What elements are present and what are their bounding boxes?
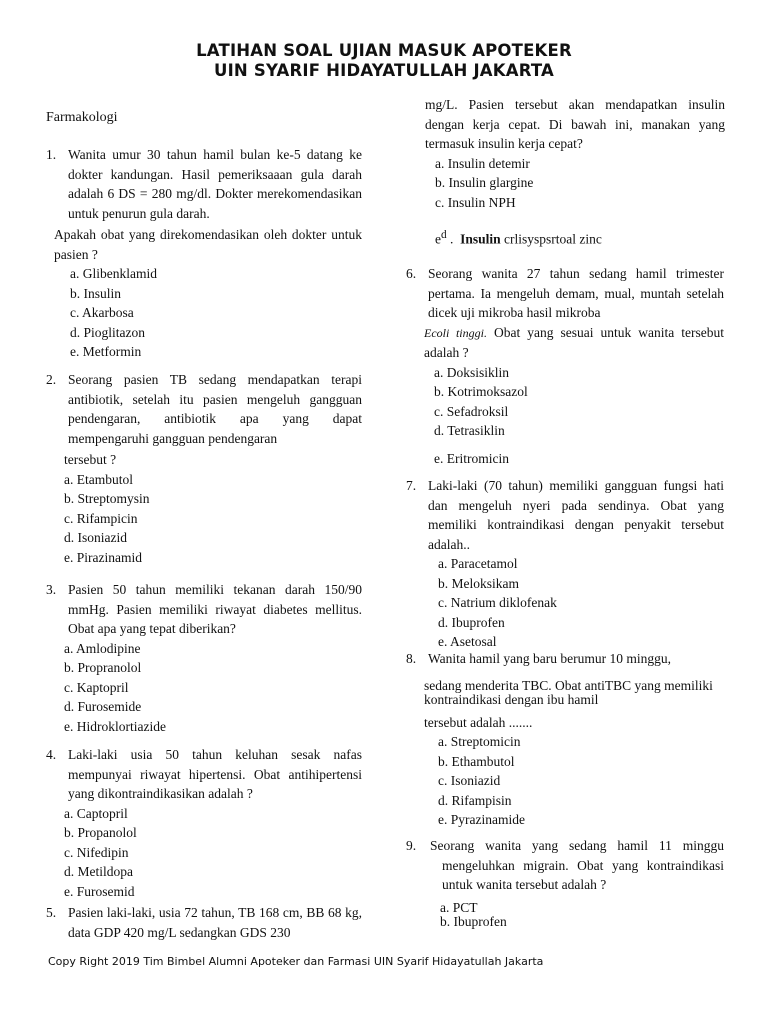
question-text-3: tersebut adalah .......	[424, 714, 533, 730]
options-list	[70, 264, 362, 362]
option[interactable]: c. Natrium diklofenak	[438, 595, 557, 610]
question-8	[406, 649, 724, 830]
question-text: Seorang wanita yang sedang hamil 11 minggu mengeluhkan migrain. Obat yang kontraindikasi untuk wanita tersebut adalah ?	[430, 838, 724, 892]
option-rest: crlisyspsrtoal zinc	[504, 231, 602, 247]
option[interactable]: b. Ibuprofen	[440, 913, 507, 929]
options-list	[64, 639, 362, 737]
question-4	[46, 745, 362, 901]
footer-copyright: Copy Right 2019 Tim Bimbel Alumni Apoteker dan Farmasi UIN Syarif Hidayatullah Jakarta	[48, 955, 544, 968]
question-5	[46, 903, 362, 942]
page-title-line2: UIN SYARIF HIDAYATULLAH JAKARTA	[213, 61, 555, 80]
question-5-continued	[425, 95, 725, 249]
option[interactable]: d. Metildopa	[64, 864, 133, 879]
question-text: Wanita hamil yang baru berumur 10 minggu,	[428, 651, 671, 666]
option[interactable]: a. Doksisiklin	[434, 364, 510, 380]
option[interactable]: b. Propanolol	[64, 825, 137, 840]
option[interactable]: d. Rifampisin	[438, 792, 512, 808]
option[interactable]: c. Sefadroksil	[434, 403, 509, 419]
options-list	[434, 363, 724, 441]
question-text: Wanita umur 30 tahun hamil bulan ke-5 datang ke dokter kandungan. Hasil pemeriksaaan gula darah adalah 6 DS = 280 mg/dl. Dokter merekomendasikan untuk penurun gula darah.	[68, 147, 362, 221]
option[interactable]: b. Propranolol	[64, 660, 142, 675]
option[interactable]: b. Streptomysin	[64, 491, 150, 506]
option[interactable]: e. Metformin	[70, 344, 142, 359]
option[interactable]: a. PCT	[440, 899, 478, 915]
option[interactable]: b. Insulin	[70, 285, 122, 301]
option[interactable]: c. Isoniazid	[438, 773, 501, 788]
option[interactable]: a. Etambutol	[64, 471, 133, 487]
option[interactable]: c. Kaptopril	[64, 679, 129, 695]
option[interactable]: c. Akarbosa	[70, 305, 134, 320]
question-number: 6.	[406, 266, 417, 281]
option[interactable]: e. Asetosal	[438, 634, 497, 649]
question-text-2: tersebut ?	[64, 452, 117, 467]
question-italic: Ecoli tinggi.	[424, 325, 487, 340]
question-text: Pasien 50 tahun memiliki tekanan darah 150/90 mmHg. Pasien memiliki riwayat diabetes mellitus. Obat apa yang tepat diberikan?	[68, 582, 362, 636]
option[interactable]: d. Furosemide	[64, 699, 142, 714]
question-number: 7.	[406, 478, 417, 493]
option[interactable]: d. Tetrasiklin	[434, 423, 505, 438]
option[interactable]: a. Streptomicin	[438, 734, 521, 749]
question-text-2: Apakah obat yang direkomendasikan oleh dokter untuk pasien ?	[54, 227, 362, 262]
options-list	[64, 470, 362, 568]
option[interactable]: b. Kotrimoksazol	[434, 384, 528, 399]
options-list	[438, 554, 724, 652]
option[interactable]: e. Pyrazinamide	[438, 812, 525, 827]
question-text-2: Obat yang sesuai untuk wanita tersebut adalah ?	[424, 324, 724, 360]
question-1	[46, 145, 362, 362]
option[interactable]: b. Insulin glargine	[435, 175, 534, 190]
question-text: Pasien laki-laki, usia 72 tahun, TB 168 cm, BB 68 kg, data GDP 420 mg/L sedangkan GDS 230	[68, 905, 362, 940]
question-7	[406, 476, 724, 652]
option-bold: Insulin	[460, 231, 501, 247]
option[interactable]: d. Pioglitazon	[70, 324, 145, 340]
option[interactable]: c. Insulin NPH	[435, 194, 516, 210]
section-heading: Farmakologi	[46, 110, 118, 125]
option[interactable]: c. Rifampicin	[64, 510, 138, 526]
question-text: Laki-laki (70 tahun) memiliki gangguan fungsi hati dan mengeluh nyeri pada sendinya. Obat yang memiliki kontraindikasi dengan penyakit tersebut adalah..	[428, 478, 724, 552]
question-3	[46, 580, 362, 736]
option[interactable]: e. Furosemid	[64, 883, 135, 899]
option-prefix: e	[435, 231, 441, 247]
question-number: 4.	[46, 747, 57, 762]
options-list	[440, 901, 724, 929]
option-sup: d	[441, 229, 447, 241]
question-text: mg/L. Pasien tersebut akan mendapatkan insulin dengan kerja cepat. Di bawah ini, manakan yang termasuk insulin kerja cepat?	[425, 97, 725, 151]
option[interactable]: b. Ethambutol	[438, 753, 515, 769]
options-list	[64, 804, 362, 902]
question-2	[46, 370, 362, 567]
option[interactable]: c. Nifedipin	[64, 844, 129, 860]
question-6	[406, 264, 724, 468]
question-text: Seorang pasien TB sedang mendapatkan terapi antibiotik, setelah itu pasien mengeluh gangguan pendengaran, antibiotik apa yang dapat mempengaruhi gangguan pendengaran	[68, 372, 362, 446]
question-number: 5.	[46, 905, 57, 920]
option[interactable]: a. Captopril	[64, 805, 128, 821]
option[interactable]: a. Amlodipine	[64, 640, 141, 656]
question-number: 9.	[406, 838, 417, 853]
option[interactable]: e. Hidroklortiazide	[64, 718, 166, 734]
option[interactable]: d. Isoniazid	[64, 530, 127, 545]
option[interactable]: e. Eritromicin	[434, 450, 509, 466]
page-title-line1: LATIHAN SOAL UJIAN MASUK APOTEKER	[196, 41, 572, 60]
option[interactable]: a. Paracetamol	[438, 556, 518, 571]
question-number: 2.	[46, 372, 57, 387]
question-number: 1.	[46, 147, 57, 162]
question-text: Laki-laki usia 50 tahun keluhan sesak nafas mempunyai riwayat hipertensi. Obat antihipertensi yang dikontraindikasikan adalah ?	[68, 747, 362, 801]
options-list	[438, 732, 724, 830]
option[interactable]: b. Meloksikam	[438, 575, 519, 591]
option[interactable]: e. Pirazinamid	[64, 549, 142, 565]
question-number: 3.	[46, 582, 57, 597]
option[interactable]: a. Glibenklamid	[70, 266, 157, 281]
option-e[interactable]: $e^d$ . Insulin crlisyspsrtoal zinc	[435, 229, 602, 247]
options-list	[435, 154, 725, 213]
question-text: Seorang wanita 27 tahun sedang hamil trimester pertama. Ia mengeluh demam, mual, muntah setelah dicek uji mikroba hasil mikroba	[428, 266, 724, 320]
option[interactable]: a. Insulin detemir	[435, 155, 530, 171]
question-number: 8.	[406, 651, 417, 666]
question-text-2: sedang menderita TBC. Obat antiTBC yang memiliki kontraindikasi dengan ibu hamil	[424, 677, 713, 707]
option[interactable]: d. Ibuprofen	[438, 614, 505, 630]
question-9	[406, 836, 724, 929]
